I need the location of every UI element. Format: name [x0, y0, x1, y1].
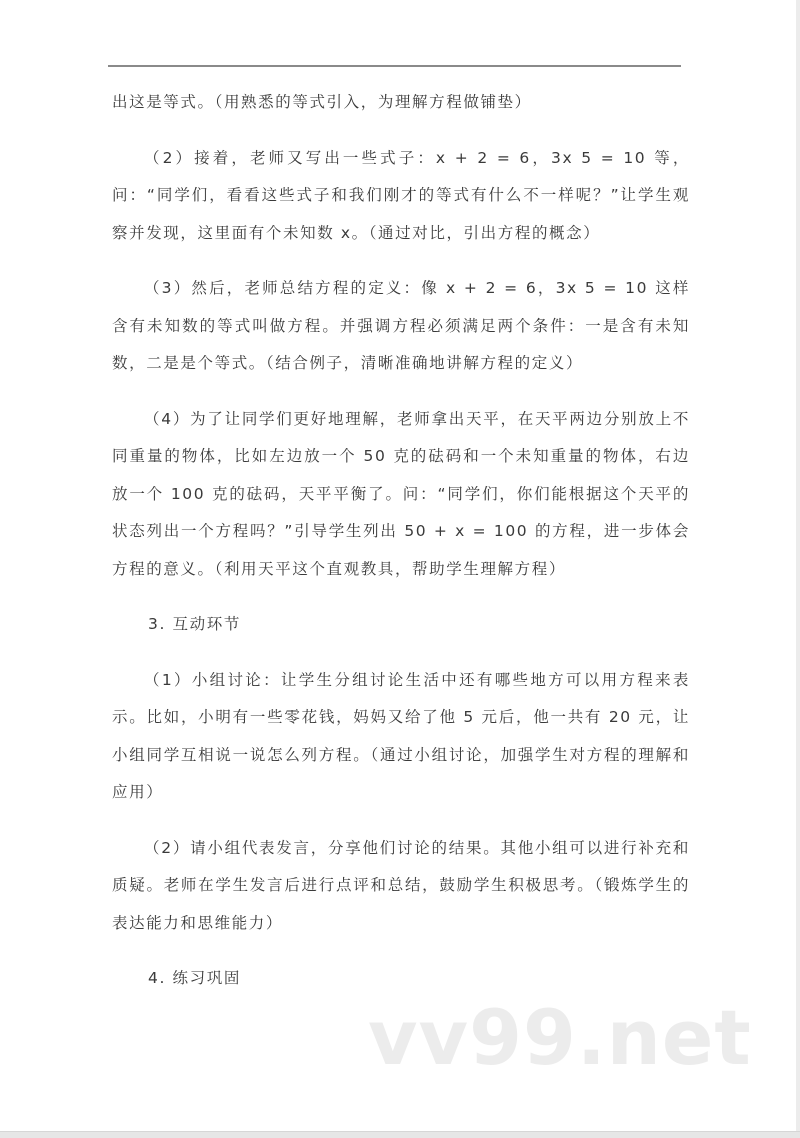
paragraph-group-discussion: （1）小组讨论：让学生分组讨论生活中还有哪些地方可以用方程来表示。比如，小明有一些零花钱，妈妈又给了他 5 元后，他一共有 20 元，让小组同学互相说一说怎么列方程。（通过小组讨论，加强学生对方程的理解和应用）	[112, 670, 690, 801]
paragraph-step-2: （2）接着，老师又写出一些式子：x + 2 = 6，3x 5 = 10 等，问：“同学们，看看这些式子和我们刚才的等式有什么不一样呢？”让学生观察并发现，这里面有个未知数 x。（通过对比，引出方程的概念）	[112, 148, 690, 242]
paragraph-continuation: 出这是等式。（用熟悉的等式引入，为理解方程做铺垫）	[112, 93, 532, 111]
paragraph-step-3: （3）然后，老师总结方程的定义：像 x + 2 = 6，3x 5 = 10 这样含有未知数的等式叫做方程。并强调方程必须满足两个条件：一是含有未知数，二是是个等式。（结合例子，清晰准确地讲解方程的定义）	[112, 279, 690, 372]
section-heading-interaction: 3. 互动环节	[148, 615, 241, 633]
watermark: vv99.net	[368, 993, 752, 1082]
document-body	[112, 84, 690, 998]
paragraph-group-presentation: （2）请小组代表发言，分享他们讨论的结果。其他小组可以进行补充和质疑。老师在学生发言后进行点评和总结，鼓励学生积极思考。（锻炼学生的表达能力和思维能力）	[112, 838, 690, 932]
header-divider	[108, 65, 681, 67]
paragraph-step-4: （4）为了让同学们更好地理解，老师拿出天平，在天平两边分别放上不同重量的物体，比如左边放一个 50 克的砝码和一个未知重量的物体，右边放一个 100 克的砝码，天平平衡了。问：“同学们，你们能根据这个天平的状态列出一个方程吗？”引导学生列出 50 + x = 100 的方程，进一步体会方程的意义。（利用天平这个直观教具，帮助学生理解方程）	[112, 409, 690, 578]
page-edge	[796, 0, 800, 1133]
section-heading-practice: 4. 练习巩固	[148, 969, 241, 987]
